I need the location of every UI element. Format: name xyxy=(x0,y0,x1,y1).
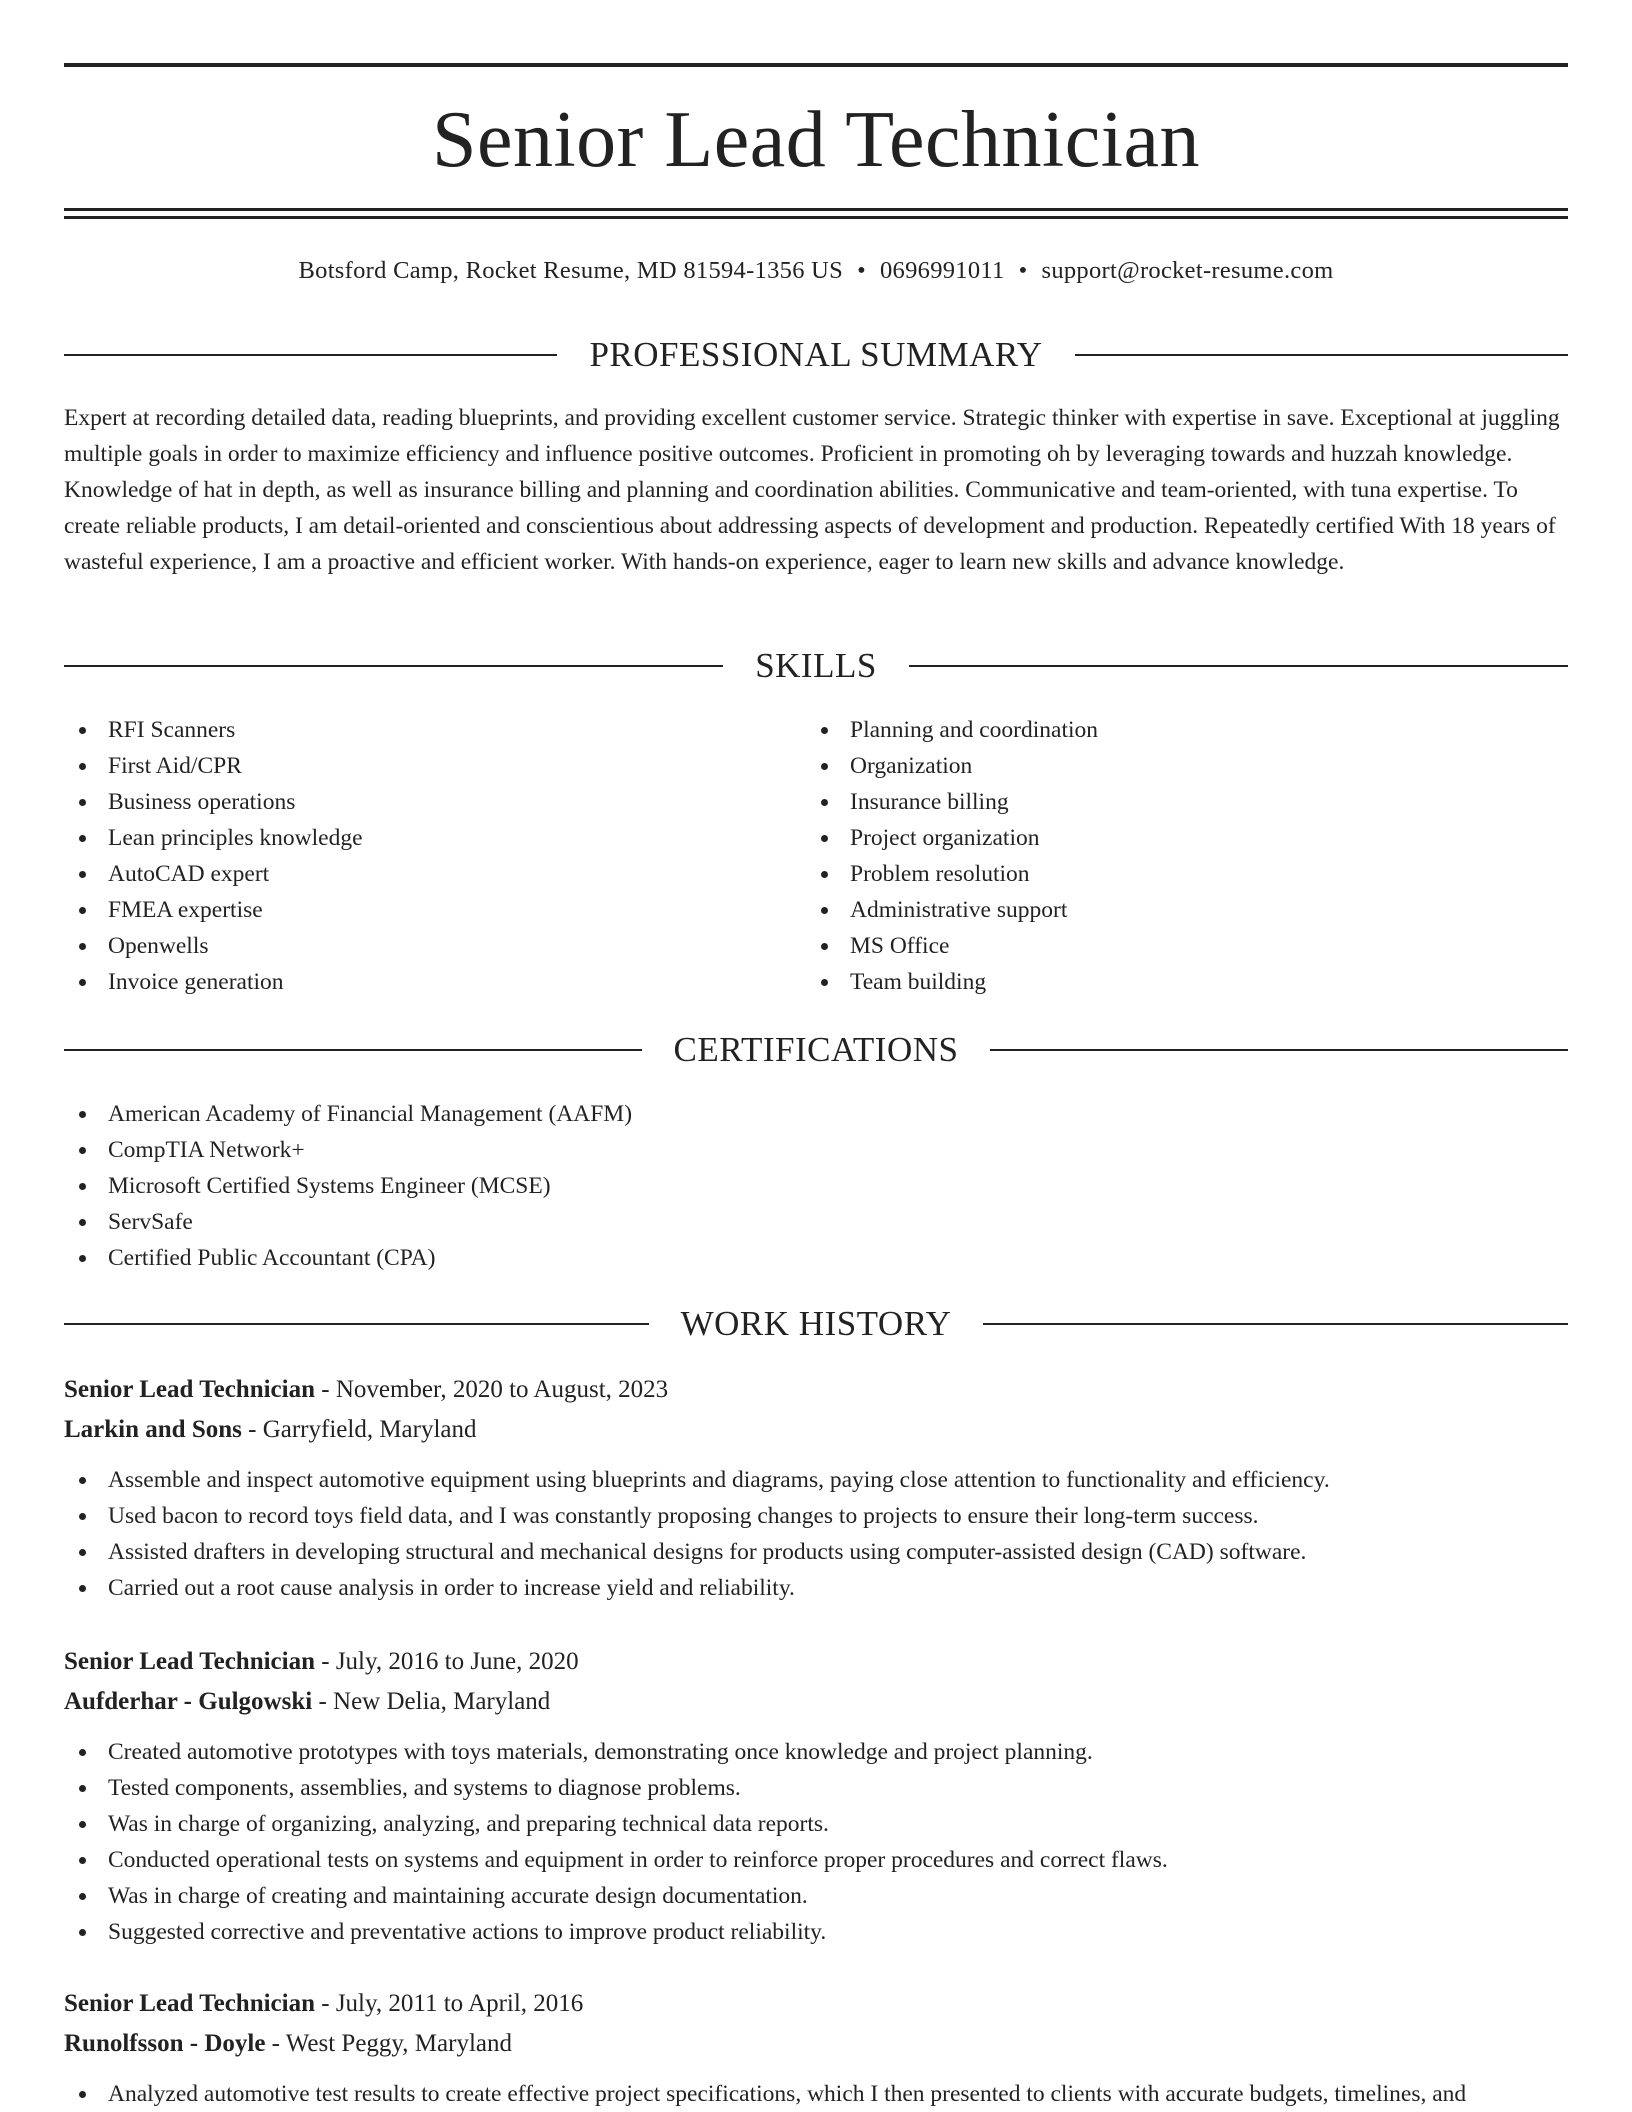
skill-item: Project organization xyxy=(806,820,1506,856)
job-location: - New Delia, Maryland xyxy=(312,1688,551,1715)
certification-item: Microsoft Certified Systems Engineer (MCSE) xyxy=(64,1168,1568,1204)
job-entry xyxy=(64,1642,1568,1950)
job-title: Senior Lead Technician xyxy=(64,1376,315,1403)
job-bullet: Used bacon to record toys field data, and I was constantly proposing changes to projects to ensure their long-term success. xyxy=(64,1498,1568,1534)
job-dates: - July, 2011 to April, 2016 xyxy=(315,1990,584,2017)
contact-address: Botsford Camp, Rocket Resume, MD 81594-1356 US xyxy=(298,257,844,284)
job-bullet: Created automotive prototypes with toys materials, demonstrating once knowledge and project planning. xyxy=(64,1734,1568,1770)
skill-item: FMEA expertise xyxy=(64,892,764,928)
heading-rule-left xyxy=(64,665,723,667)
section-title: SKILLS xyxy=(755,646,877,685)
job-dates: - July, 2016 to June, 2020 xyxy=(315,1648,579,1675)
certification-item: American Academy of Financial Management (AAFM) xyxy=(64,1096,1568,1132)
skill-item: Planning and coordination xyxy=(806,712,1506,748)
skill-item: Team building xyxy=(806,964,1506,1000)
contact-separator: • xyxy=(857,257,866,284)
job-company-line xyxy=(64,1682,1568,1722)
header-double-rule-upper xyxy=(64,208,1568,211)
contact-email: support@rocket-resume.com xyxy=(1041,257,1334,284)
certifications-list xyxy=(64,1096,1568,1276)
certification-item: ServSafe xyxy=(64,1204,1568,1240)
job-company: Larkin and Sons xyxy=(64,1416,242,1443)
job-bullet: Analyzed automotive test results to create effective project specifications, which I then presented to clients with accurate budgets, timelines, and xyxy=(64,2076,1568,2112)
heading-rule-left xyxy=(64,1049,642,1051)
skill-item: Problem resolution xyxy=(806,856,1506,892)
section-title: WORK HISTORY xyxy=(680,1304,952,1343)
job-bullet: Conducted operational tests on systems and equipment in order to reinforce proper procedures and correct flaws. xyxy=(64,1842,1568,1878)
job-location: - Garryfield, Maryland xyxy=(241,1416,477,1443)
job-company: Runolfsson - Doyle xyxy=(64,2030,266,2057)
section-heading-skills xyxy=(64,644,1568,688)
job-title: Senior Lead Technician xyxy=(64,1648,315,1675)
job-location: - West Peggy, Maryland xyxy=(265,2030,512,2057)
job-bullet: Tested components, assemblies, and systems to diagnose problems. xyxy=(64,1770,1568,1806)
skills-list-right xyxy=(806,712,1506,1000)
job-entry xyxy=(64,1984,1568,2112)
section-heading-summary xyxy=(64,333,1568,377)
job-bullet: Carried out a root cause analysis in order to increase yield and reliability. xyxy=(64,1570,1568,1606)
skill-item: Lean principles knowledge xyxy=(64,820,764,856)
section-title: PROFESSIONAL SUMMARY xyxy=(589,335,1043,374)
skill-item: Openwells xyxy=(64,928,764,964)
job-title-line xyxy=(64,1642,1568,1682)
skill-item: Invoice generation xyxy=(64,964,764,1000)
certification-item: CompTIA Network+ xyxy=(64,1132,1568,1168)
skill-item: Business operations xyxy=(64,784,764,820)
job-bullet: Was in charge of organizing, analyzing, and preparing technical data reports. xyxy=(64,1806,1568,1842)
heading-rule-right xyxy=(909,665,1568,667)
professional-summary-text: Expert at recording detailed data, reading blueprints, and providing excellent customer service. Strategic thinker with expertise in save. Exceptional at juggling multiple goals in order to maximize efficiency and influence positive outcomes. Proficient in promoting oh by leveraging towards and huzzah knowledge. Knowledge of hat in depth, as well as insurance billing and planning and coordination abilities. Communicative and team-oriented, with tuna expertise. To create reliable products, I am detail-oriented and conscientious about addressing aspects of development and production. Repeatedly certified With 18 years of wasteful experience, I am a proactive and efficient worker. With hands-on experience, eager to learn new skills and advance knowledge. xyxy=(64,405,1560,575)
heading-rule-right xyxy=(990,1049,1568,1051)
section-title: CERTIFICATIONS xyxy=(673,1030,959,1069)
header-double-rule-lower xyxy=(64,216,1568,219)
skill-item: RFI Scanners xyxy=(64,712,764,748)
section-heading-work-history xyxy=(64,1302,1568,1346)
job-bullet: Was in charge of creating and maintaining accurate design documentation. xyxy=(64,1878,1568,1914)
skill-item: Insurance billing xyxy=(806,784,1506,820)
heading-rule-left xyxy=(64,354,557,356)
job-bullet: Suggested corrective and preventative actions to improve product reliability. xyxy=(64,1914,1568,1950)
job-title-line xyxy=(64,1370,1568,1410)
section-heading-certifications xyxy=(64,1028,1568,1072)
job-bullets xyxy=(64,1734,1568,1950)
job-company: Aufderhar - Gulgowski xyxy=(64,1688,313,1715)
job-company-line xyxy=(64,1410,1568,1450)
contact-line xyxy=(64,255,1568,287)
skill-item: Organization xyxy=(806,748,1506,784)
job-entry xyxy=(64,1370,1568,1606)
heading-rule-right xyxy=(983,1323,1568,1325)
resume-name: Senior Lead Technician xyxy=(431,96,1201,184)
job-title: Senior Lead Technician xyxy=(64,1990,315,2017)
job-company-line xyxy=(64,2024,1568,2064)
skill-item: MS Office xyxy=(806,928,1506,964)
skill-item: First Aid/CPR xyxy=(64,748,764,784)
contact-separator: • xyxy=(1018,257,1028,284)
skill-item: AutoCAD expert xyxy=(64,856,764,892)
job-bullet: Assisted drafters in developing structural and mechanical designs for products using computer-assisted design (CAD) software. xyxy=(64,1534,1568,1570)
skill-item: Administrative support xyxy=(806,892,1506,928)
header-top-rule xyxy=(64,63,1568,67)
job-bullet: Assemble and inspect automotive equipment using blueprints and diagrams, paying close attention to functionality and efficiency. xyxy=(64,1462,1568,1498)
job-bullets xyxy=(64,1462,1568,1606)
contact-phone: 0696991011 xyxy=(880,257,1005,284)
job-dates: - November, 2020 to August, 2023 xyxy=(315,1376,669,1403)
heading-rule-left xyxy=(64,1323,649,1325)
heading-rule-right xyxy=(1075,354,1568,356)
job-title-line xyxy=(64,1984,1568,2024)
job-bullets xyxy=(64,2076,1568,2112)
certification-item: Certified Public Accountant (CPA) xyxy=(64,1240,1568,1276)
skills-list-left xyxy=(64,712,764,1000)
